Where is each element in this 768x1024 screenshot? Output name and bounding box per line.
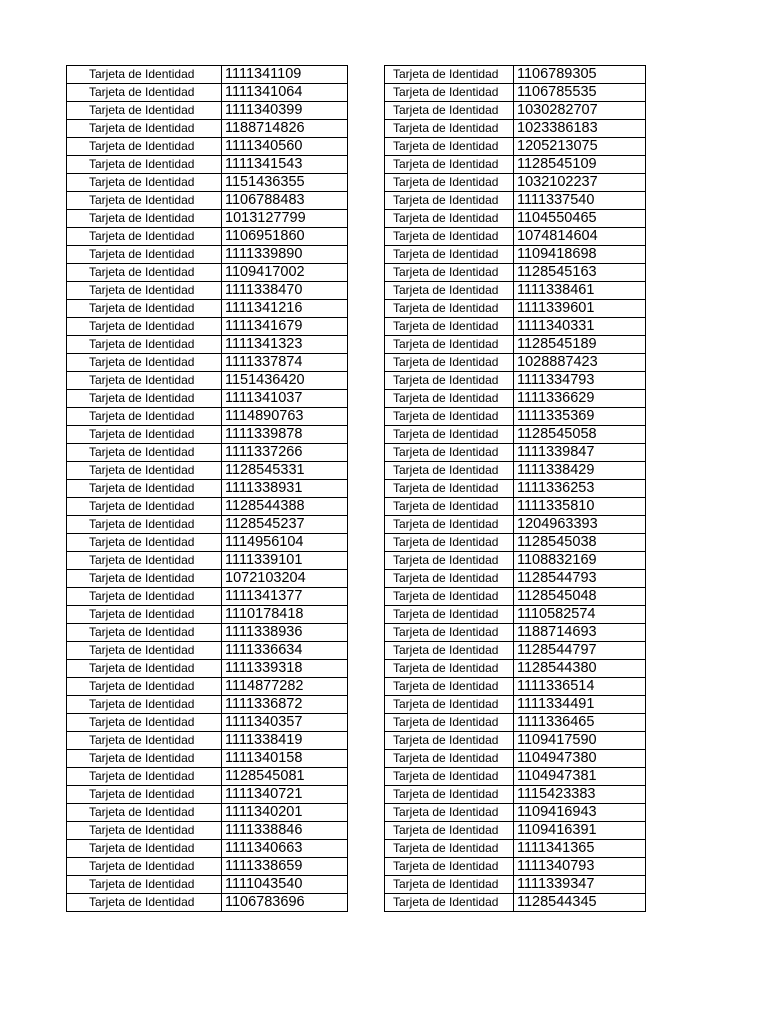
document-type-cell: Tarjeta de Identidad <box>67 534 222 552</box>
id-number-cell: 1111338931 <box>222 480 348 498</box>
table-row <box>385 858 646 876</box>
table-row <box>385 732 646 750</box>
table-row <box>67 588 348 606</box>
id-number-cell: 1109417590 <box>514 732 646 750</box>
document-type-cell: Tarjeta de Identidad <box>385 678 514 696</box>
document-type-cell: Tarjeta de Identidad <box>67 426 222 444</box>
document-type-cell: Tarjeta de Identidad <box>385 516 514 534</box>
document-type-cell: Tarjeta de Identidad <box>67 804 222 822</box>
document-type-cell: Tarjeta de Identidad <box>385 192 514 210</box>
id-number-cell: 1205213075 <box>514 138 646 156</box>
table-row <box>67 876 348 894</box>
document-type-cell: Tarjeta de Identidad <box>385 696 514 714</box>
table-row <box>67 894 348 912</box>
table-row <box>385 786 646 804</box>
document-type-cell: Tarjeta de Identidad <box>67 480 222 498</box>
table-row <box>67 246 348 264</box>
document-type-cell: Tarjeta de Identidad <box>385 714 514 732</box>
id-number-cell: 1128545038 <box>514 534 646 552</box>
id-number-cell: 1115423383 <box>514 786 646 804</box>
table-row <box>385 174 646 192</box>
document-type-cell: Tarjeta de Identidad <box>67 750 222 768</box>
table-row <box>385 714 646 732</box>
table-row <box>67 498 348 516</box>
id-number-cell: 1111340793 <box>514 858 646 876</box>
table-row <box>385 282 646 300</box>
document-type-cell: Tarjeta de Identidad <box>67 174 222 192</box>
document-type-cell: Tarjeta de Identidad <box>67 354 222 372</box>
id-number-cell: 1111338470 <box>222 282 348 300</box>
table-row <box>385 66 646 84</box>
document-type-cell: Tarjeta de Identidad <box>385 120 514 138</box>
document-type-cell: Tarjeta de Identidad <box>67 498 222 516</box>
id-number-cell: 1111340560 <box>222 138 348 156</box>
table-row <box>67 318 348 336</box>
table-row <box>67 228 348 246</box>
document-type-cell: Tarjeta de Identidad <box>385 534 514 552</box>
table-row <box>67 768 348 786</box>
id-number-cell: 1104947381 <box>514 768 646 786</box>
table-row <box>385 84 646 102</box>
id-number-cell: 1111336253 <box>514 480 646 498</box>
table-row <box>67 858 348 876</box>
table-row <box>385 390 646 408</box>
document-type-cell: Tarjeta de Identidad <box>67 786 222 804</box>
table-row <box>385 264 646 282</box>
id-number-cell: 1110178418 <box>222 606 348 624</box>
id-number-cell: 1111340331 <box>514 318 646 336</box>
id-number-cell: 1106783696 <box>222 894 348 912</box>
table-row <box>67 192 348 210</box>
table-row <box>67 120 348 138</box>
id-number-cell: 1111337874 <box>222 354 348 372</box>
table-row <box>67 156 348 174</box>
id-number-cell: 1111337266 <box>222 444 348 462</box>
document-type-cell: Tarjeta de Identidad <box>67 372 222 390</box>
table-row <box>67 822 348 840</box>
document-type-cell: Tarjeta de Identidad <box>385 264 514 282</box>
document-type-cell: Tarjeta de Identidad <box>385 732 514 750</box>
table-row <box>67 300 348 318</box>
id-number-cell: 1111340201 <box>222 804 348 822</box>
document-type-cell: Tarjeta de Identidad <box>67 264 222 282</box>
id-number-cell: 1106785535 <box>514 84 646 102</box>
table-row <box>385 552 646 570</box>
document-type-cell: Tarjeta de Identidad <box>385 66 514 84</box>
id-number-cell: 1109416391 <box>514 822 646 840</box>
id-number-cell: 1128545048 <box>514 588 646 606</box>
table-row <box>385 336 646 354</box>
id-number-cell: 1111339878 <box>222 426 348 444</box>
id-number-cell: 1188714826 <box>222 120 348 138</box>
document-type-cell: Tarjeta de Identidad <box>385 444 514 462</box>
table-row <box>67 606 348 624</box>
table-row <box>385 480 646 498</box>
id-number-cell: 1111340663 <box>222 840 348 858</box>
id-number-cell: 1128544345 <box>514 894 646 912</box>
document-type-cell: Tarjeta de Identidad <box>385 804 514 822</box>
table-row <box>385 444 646 462</box>
table-row <box>67 372 348 390</box>
id-table-left <box>66 65 348 912</box>
document-type-cell: Tarjeta de Identidad <box>67 210 222 228</box>
table-row <box>67 138 348 156</box>
document-type-cell: Tarjeta de Identidad <box>67 318 222 336</box>
id-number-cell: 1151436355 <box>222 174 348 192</box>
table-row <box>385 138 646 156</box>
id-number-cell: 1128545109 <box>514 156 646 174</box>
document-type-cell: Tarjeta de Identidad <box>67 282 222 300</box>
table-row <box>385 876 646 894</box>
id-number-cell: 1104550465 <box>514 210 646 228</box>
document-type-cell: Tarjeta de Identidad <box>67 462 222 480</box>
id-number-cell: 1111335810 <box>514 498 646 516</box>
id-number-cell: 1013127799 <box>222 210 348 228</box>
table-row <box>67 660 348 678</box>
id-number-cell: 1072103204 <box>222 570 348 588</box>
id-number-cell: 1109416943 <box>514 804 646 822</box>
id-number-cell: 1074814604 <box>514 228 646 246</box>
id-number-cell: 1128545237 <box>222 516 348 534</box>
id-number-cell: 1109418698 <box>514 246 646 264</box>
document-type-cell: Tarjeta de Identidad <box>67 840 222 858</box>
id-number-cell: 1204963393 <box>514 516 646 534</box>
id-number-cell: 1111341323 <box>222 336 348 354</box>
id-number-cell: 1111338461 <box>514 282 646 300</box>
table-row <box>67 282 348 300</box>
document-type-cell: Tarjeta de Identidad <box>385 894 514 912</box>
document-type-cell: Tarjeta de Identidad <box>385 102 514 120</box>
document-type-cell: Tarjeta de Identidad <box>385 336 514 354</box>
document-type-cell: Tarjeta de Identidad <box>67 696 222 714</box>
id-number-cell: 1111339347 <box>514 876 646 894</box>
table-row <box>67 480 348 498</box>
table-row <box>67 516 348 534</box>
document-type-cell: Tarjeta de Identidad <box>67 570 222 588</box>
id-number-cell: 1128545163 <box>514 264 646 282</box>
table-row <box>385 462 646 480</box>
id-number-cell: 1111341377 <box>222 588 348 606</box>
document-type-cell: Tarjeta de Identidad <box>67 138 222 156</box>
id-number-cell: 1128545331 <box>222 462 348 480</box>
table-row <box>385 642 646 660</box>
id-number-cell: 1106788483 <box>222 192 348 210</box>
id-number-cell: 1128545058 <box>514 426 646 444</box>
document-type-cell: Tarjeta de Identidad <box>67 624 222 642</box>
id-number-cell: 1109417002 <box>222 264 348 282</box>
document-type-cell: Tarjeta de Identidad <box>67 678 222 696</box>
table-row <box>67 66 348 84</box>
table-row <box>67 552 348 570</box>
id-number-cell: 1111336634 <box>222 642 348 660</box>
document-type-cell: Tarjeta de Identidad <box>67 732 222 750</box>
document-type-cell: Tarjeta de Identidad <box>67 588 222 606</box>
document-type-cell: Tarjeta de Identidad <box>67 822 222 840</box>
document-type-cell: Tarjeta de Identidad <box>385 786 514 804</box>
document-type-cell: Tarjeta de Identidad <box>385 570 514 588</box>
table-row <box>67 336 348 354</box>
table-row <box>67 390 348 408</box>
table-row <box>385 678 646 696</box>
id-number-cell: 1111336872 <box>222 696 348 714</box>
table-row <box>385 318 646 336</box>
id-number-cell: 1111340357 <box>222 714 348 732</box>
id-number-cell: 1111336629 <box>514 390 646 408</box>
document-type-cell: Tarjeta de Identidad <box>67 192 222 210</box>
table-row <box>385 228 646 246</box>
id-number-cell: 1111341064 <box>222 84 348 102</box>
id-number-cell: 1128544793 <box>514 570 646 588</box>
document-type-cell: Tarjeta de Identidad <box>385 480 514 498</box>
document-type-cell: Tarjeta de Identidad <box>67 516 222 534</box>
table-row <box>67 210 348 228</box>
id-number-cell: 1114956104 <box>222 534 348 552</box>
table-row <box>67 642 348 660</box>
table-row <box>385 570 646 588</box>
id-number-cell: 1128544797 <box>514 642 646 660</box>
document-type-cell: Tarjeta de Identidad <box>385 246 514 264</box>
id-number-cell: 1111338936 <box>222 624 348 642</box>
table-row <box>67 264 348 282</box>
table-row <box>385 408 646 426</box>
document-type-cell: Tarjeta de Identidad <box>385 84 514 102</box>
document-type-cell: Tarjeta de Identidad <box>67 408 222 426</box>
id-number-cell: 1128545189 <box>514 336 646 354</box>
id-number-cell: 1111336514 <box>514 678 646 696</box>
table-row <box>67 408 348 426</box>
document-type-cell: Tarjeta de Identidad <box>67 102 222 120</box>
document-type-cell: Tarjeta de Identidad <box>385 840 514 858</box>
id-number-cell: 1111043540 <box>222 876 348 894</box>
table-row <box>67 84 348 102</box>
document-type-cell: Tarjeta de Identidad <box>67 156 222 174</box>
table-row <box>385 750 646 768</box>
table-row <box>67 102 348 120</box>
id-number-cell: 1108832169 <box>514 552 646 570</box>
document-type-cell: Tarjeta de Identidad <box>385 822 514 840</box>
document-type-cell: Tarjeta de Identidad <box>385 642 514 660</box>
table-row <box>385 606 646 624</box>
table-row <box>67 462 348 480</box>
id-number-cell: 1111338429 <box>514 462 646 480</box>
document-type-cell: Tarjeta de Identidad <box>385 372 514 390</box>
document-type-cell: Tarjeta de Identidad <box>67 84 222 102</box>
id-number-cell: 1128544380 <box>514 660 646 678</box>
table-row <box>385 534 646 552</box>
id-number-cell: 1104947380 <box>514 750 646 768</box>
document-type-cell: Tarjeta de Identidad <box>385 552 514 570</box>
table-row <box>385 192 646 210</box>
document-type-cell: Tarjeta de Identidad <box>385 606 514 624</box>
table-row <box>67 696 348 714</box>
table-row <box>385 624 646 642</box>
id-number-cell: 1114890763 <box>222 408 348 426</box>
id-number-cell: 1111341109 <box>222 66 348 84</box>
table-row <box>385 210 646 228</box>
id-number-cell: 1106951860 <box>222 228 348 246</box>
table-row <box>67 444 348 462</box>
document-type-cell: Tarjeta de Identidad <box>385 498 514 516</box>
id-number-cell: 1111335369 <box>514 408 646 426</box>
document-type-cell: Tarjeta de Identidad <box>385 282 514 300</box>
id-number-cell: 1110582574 <box>514 606 646 624</box>
document-type-cell: Tarjeta de Identidad <box>67 120 222 138</box>
table-row <box>385 588 646 606</box>
id-number-cell: 1111338846 <box>222 822 348 840</box>
table-row <box>385 426 646 444</box>
id-number-cell: 1111337540 <box>514 192 646 210</box>
id-number-cell: 1111340721 <box>222 786 348 804</box>
document-type-cell: Tarjeta de Identidad <box>67 66 222 84</box>
id-number-cell: 1111340399 <box>222 102 348 120</box>
table-row <box>67 624 348 642</box>
table-row <box>385 660 646 678</box>
table-row <box>385 156 646 174</box>
id-number-cell: 1111339847 <box>514 444 646 462</box>
table-row <box>385 768 646 786</box>
id-number-cell: 1114877282 <box>222 678 348 696</box>
table-row <box>385 516 646 534</box>
document-type-cell: Tarjeta de Identidad <box>385 318 514 336</box>
document-type-cell: Tarjeta de Identidad <box>385 156 514 174</box>
id-number-cell: 1111339101 <box>222 552 348 570</box>
document-type-cell: Tarjeta de Identidad <box>385 858 514 876</box>
id-number-cell: 1032102237 <box>514 174 646 192</box>
id-number-cell: 1151436420 <box>222 372 348 390</box>
table-row <box>385 498 646 516</box>
id-number-cell: 1111339601 <box>514 300 646 318</box>
table-row <box>67 174 348 192</box>
table-row <box>67 750 348 768</box>
document-type-cell: Tarjeta de Identidad <box>67 552 222 570</box>
document-type-cell: Tarjeta de Identidad <box>67 300 222 318</box>
id-number-cell: 1111339890 <box>222 246 348 264</box>
document-type-cell: Tarjeta de Identidad <box>67 444 222 462</box>
table-row <box>385 804 646 822</box>
table-row <box>67 426 348 444</box>
id-number-cell: 1111336465 <box>514 714 646 732</box>
document-type-cell: Tarjeta de Identidad <box>385 750 514 768</box>
table-row <box>385 120 646 138</box>
document-type-cell: Tarjeta de Identidad <box>385 624 514 642</box>
table-row <box>385 894 646 912</box>
table-row <box>67 534 348 552</box>
id-number-cell: 1023386183 <box>514 120 646 138</box>
document-type-cell: Tarjeta de Identidad <box>385 588 514 606</box>
table-row <box>385 246 646 264</box>
id-number-cell: 1111341037 <box>222 390 348 408</box>
id-table-right-body <box>385 66 646 912</box>
document-type-cell: Tarjeta de Identidad <box>385 300 514 318</box>
table-row <box>385 372 646 390</box>
table-row <box>67 786 348 804</box>
table-row <box>385 354 646 372</box>
id-number-cell: 1111341216 <box>222 300 348 318</box>
table-row <box>385 840 646 858</box>
table-row <box>67 804 348 822</box>
table-row <box>67 840 348 858</box>
table-row <box>385 102 646 120</box>
document-type-cell: Tarjeta de Identidad <box>67 642 222 660</box>
id-number-cell: 1030282707 <box>514 102 646 120</box>
id-number-cell: 1111340158 <box>222 750 348 768</box>
id-number-cell: 1128544388 <box>222 498 348 516</box>
document-type-cell: Tarjeta de Identidad <box>67 714 222 732</box>
id-number-cell: 1111341365 <box>514 840 646 858</box>
table-row <box>67 678 348 696</box>
table-row <box>385 696 646 714</box>
document-type-cell: Tarjeta de Identidad <box>385 768 514 786</box>
document-type-cell: Tarjeta de Identidad <box>67 606 222 624</box>
document-type-cell: Tarjeta de Identidad <box>385 408 514 426</box>
id-number-cell: 1111338659 <box>222 858 348 876</box>
document-type-cell: Tarjeta de Identidad <box>385 660 514 678</box>
document-type-cell: Tarjeta de Identidad <box>67 876 222 894</box>
document-type-cell: Tarjeta de Identidad <box>385 426 514 444</box>
id-number-cell: 1111341679 <box>222 318 348 336</box>
document-type-cell: Tarjeta de Identidad <box>67 858 222 876</box>
table-row <box>67 732 348 750</box>
document-type-cell: Tarjeta de Identidad <box>385 210 514 228</box>
document-type-cell: Tarjeta de Identidad <box>385 138 514 156</box>
id-number-cell: 1111339318 <box>222 660 348 678</box>
document-type-cell: Tarjeta de Identidad <box>67 228 222 246</box>
id-number-cell: 1106789305 <box>514 66 646 84</box>
document-type-cell: Tarjeta de Identidad <box>67 660 222 678</box>
document-type-cell: Tarjeta de Identidad <box>385 876 514 894</box>
table-row <box>385 300 646 318</box>
id-number-cell: 1128545081 <box>222 768 348 786</box>
document-type-cell: Tarjeta de Identidad <box>385 354 514 372</box>
id-table-right <box>384 65 646 912</box>
id-number-cell: 1111338419 <box>222 732 348 750</box>
document-type-cell: Tarjeta de Identidad <box>67 246 222 264</box>
id-number-cell: 1188714693 <box>514 624 646 642</box>
table-row <box>67 714 348 732</box>
table-row <box>385 822 646 840</box>
id-number-cell: 1111334491 <box>514 696 646 714</box>
id-number-cell: 1111341543 <box>222 156 348 174</box>
document-type-cell: Tarjeta de Identidad <box>67 336 222 354</box>
document-type-cell: Tarjeta de Identidad <box>385 390 514 408</box>
id-number-cell: 1028887423 <box>514 354 646 372</box>
document-type-cell: Tarjeta de Identidad <box>67 768 222 786</box>
table-row <box>67 354 348 372</box>
document-type-cell: Tarjeta de Identidad <box>67 390 222 408</box>
document-type-cell: Tarjeta de Identidad <box>385 462 514 480</box>
table-row <box>67 570 348 588</box>
id-number-cell: 1111334793 <box>514 372 646 390</box>
document-type-cell: Tarjeta de Identidad <box>67 894 222 912</box>
document-type-cell: Tarjeta de Identidad <box>385 174 514 192</box>
id-table-left-body <box>67 66 348 912</box>
document-type-cell: Tarjeta de Identidad <box>385 228 514 246</box>
